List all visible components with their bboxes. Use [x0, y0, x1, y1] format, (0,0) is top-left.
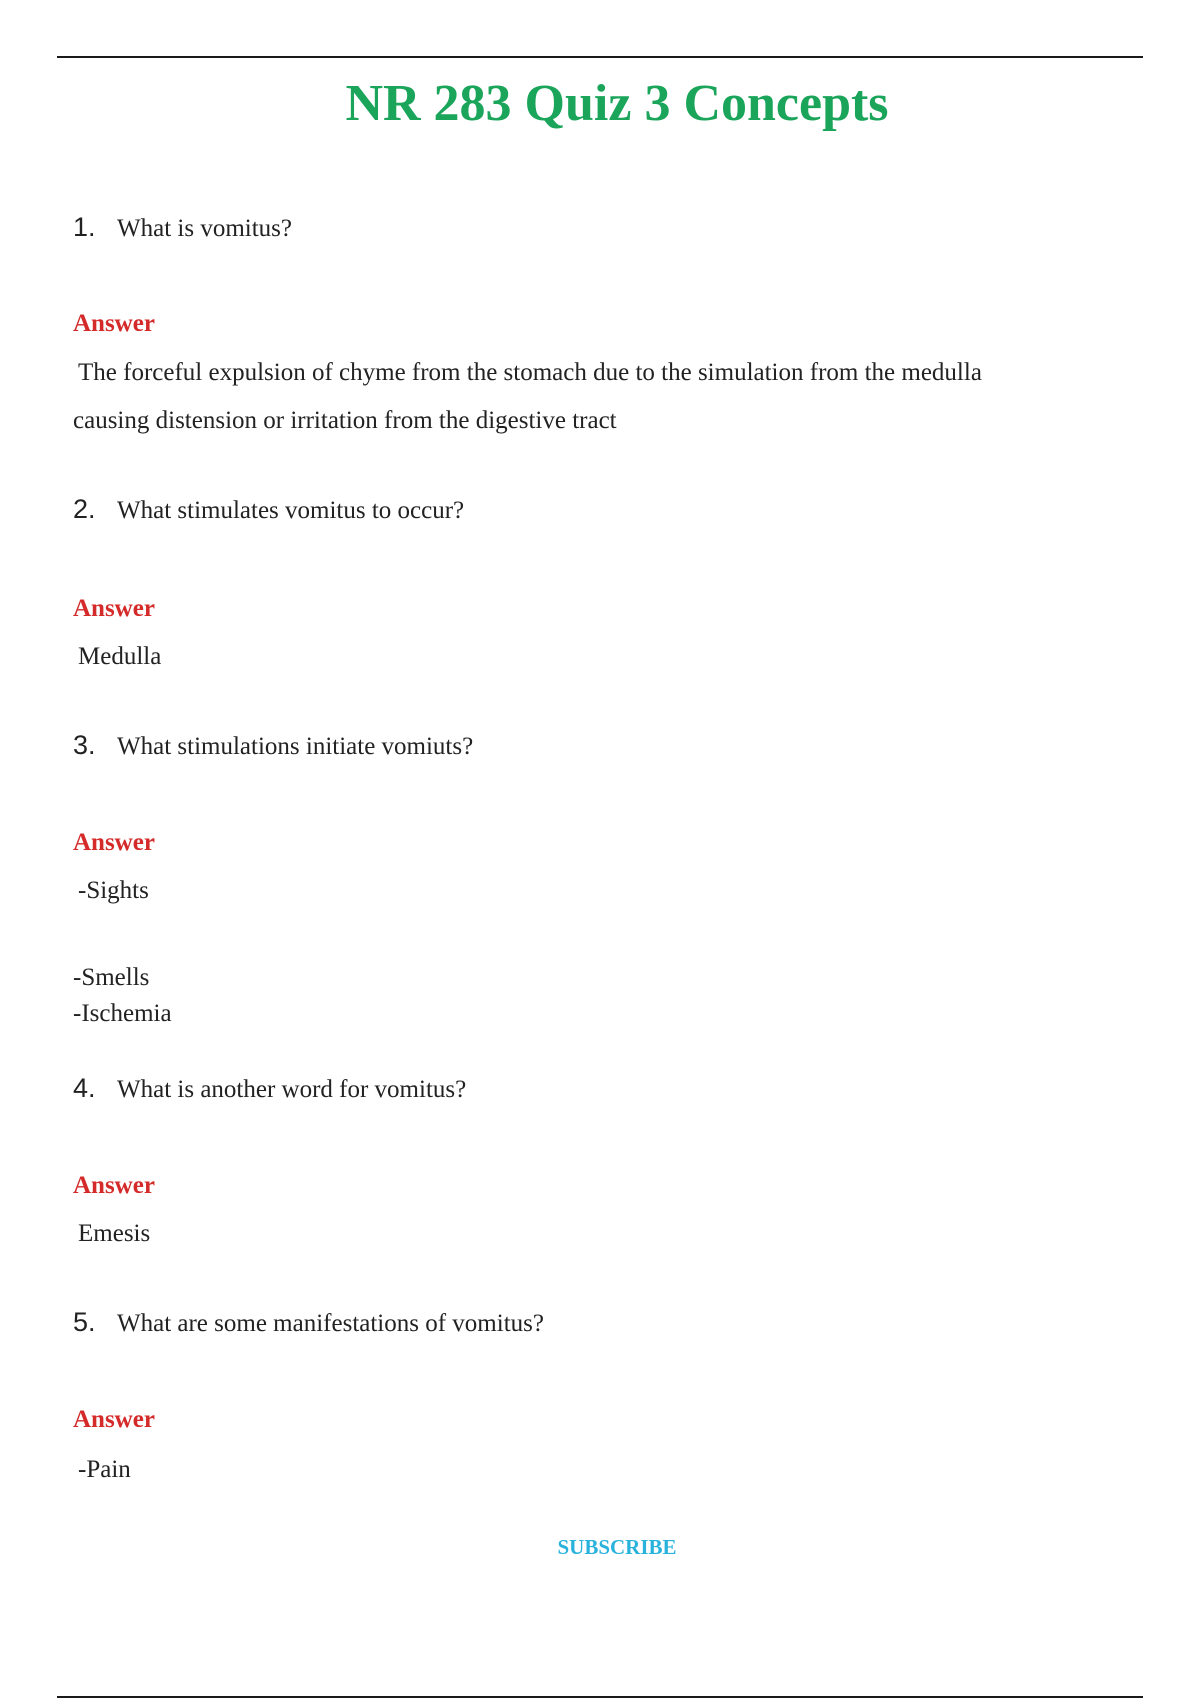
question-text: What are some manifestations of vomitus? — [117, 1310, 544, 1337]
answer-text: The forceful expulsion of chyme from the stomach due to the simulation from the medulla — [78, 359, 982, 386]
answer-label: Answer — [73, 1406, 155, 1433]
question-text: What is vomitus? — [117, 215, 292, 242]
top-rule — [57, 56, 1143, 58]
question-text: What is another word for vomitus? — [117, 1076, 467, 1103]
question-text: What stimulates vomitus to occur? — [117, 497, 465, 524]
answer-text: Medulla — [78, 643, 162, 670]
question-5 — [73, 1307, 544, 1339]
question-number: 2. — [73, 494, 96, 524]
question-number: 5. — [73, 1307, 96, 1337]
question-number: 4. — [73, 1073, 96, 1103]
subscribe-link[interactable]: SUBSCRIBE — [557, 1535, 677, 1559]
answer-text: causing distension or irritation from the digestive tract — [73, 407, 617, 434]
answer-text: -Pain — [78, 1456, 131, 1483]
bottom-rule — [57, 1696, 1143, 1698]
page-title: NR 283 Quiz 3 Concepts — [345, 75, 889, 132]
question-2 — [73, 494, 464, 526]
answer-text: Emesis — [78, 1220, 151, 1247]
answer-label: Answer — [73, 595, 155, 622]
answer-label: Answer — [73, 310, 155, 337]
answer-text: -Smells — [73, 964, 150, 991]
answer-label: Answer — [73, 1172, 155, 1199]
question-number: 1. — [73, 212, 96, 242]
answer-label: Answer — [73, 829, 155, 856]
question-1 — [73, 212, 292, 244]
answer-text: -Sights — [78, 877, 149, 904]
question-number: 3. — [73, 730, 96, 760]
answer-text: -Ischemia — [73, 1000, 172, 1027]
question-3 — [73, 730, 473, 762]
question-text: What stimulations initiate vomiuts? — [117, 733, 474, 760]
question-4 — [73, 1073, 466, 1105]
